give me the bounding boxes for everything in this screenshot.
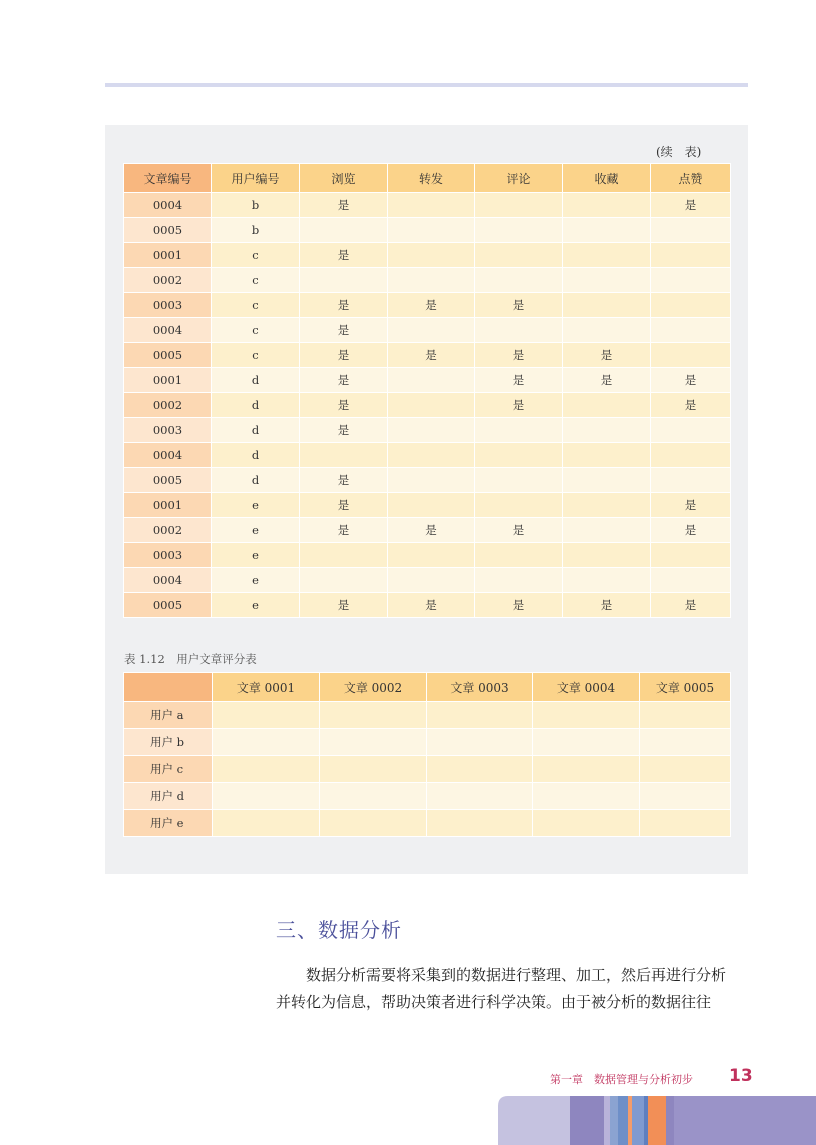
table-cell: 0002: [124, 518, 212, 543]
table-cell: 是: [651, 518, 731, 543]
table-cell: 是: [475, 343, 563, 368]
table-cell: [651, 568, 731, 593]
table-row: [124, 418, 731, 443]
table-cell: [475, 418, 563, 443]
column-header: 收藏: [563, 164, 651, 193]
table-cell: 是: [563, 368, 651, 393]
table-cell: 0002: [124, 393, 212, 418]
table-cell: 是: [563, 343, 651, 368]
table-cell: 0005: [124, 468, 212, 493]
table-cell: [563, 443, 651, 468]
table-cell: [388, 568, 475, 593]
table-row: [124, 810, 731, 837]
table-cell: 0004: [124, 443, 212, 468]
table-cell: 0004: [124, 193, 212, 218]
table-row: [124, 518, 731, 543]
table-cell: [475, 568, 563, 593]
table-cell: [563, 218, 651, 243]
table-cell: [475, 443, 563, 468]
table-cell: [651, 318, 731, 343]
table-cell: [388, 443, 475, 468]
chapter-title: 第一章 数据管理与分析初步: [550, 1073, 693, 1086]
table-row: [124, 729, 731, 756]
table-cell: [320, 702, 427, 729]
table-cell: [640, 702, 731, 729]
table-cell: [651, 293, 731, 318]
column-header: 评论: [475, 164, 563, 193]
table-cell: [388, 418, 475, 443]
table-cell: 是: [300, 318, 388, 343]
table-cell: 0001: [124, 243, 212, 268]
table-cell: [300, 218, 388, 243]
table-cell: c: [212, 293, 300, 318]
column-header: 转发: [388, 164, 475, 193]
table-cell: [320, 783, 427, 810]
table-cell: [651, 343, 731, 368]
table-cell: 是: [300, 468, 388, 493]
table-cell: 0005: [124, 593, 212, 618]
table-cell: [563, 568, 651, 593]
table-cell: [563, 493, 651, 518]
table-cell: [563, 193, 651, 218]
page-number: 13: [729, 1066, 753, 1086]
footer-decoration: [498, 1096, 816, 1145]
table-row: [124, 368, 731, 393]
section-heading: 三、数据分析: [276, 918, 402, 942]
table-cell: [563, 268, 651, 293]
table-cell: [533, 756, 640, 783]
column-header: 用户编号: [212, 164, 300, 193]
table-cell: [213, 810, 320, 837]
table-cell: 是: [300, 493, 388, 518]
table-cell: d: [212, 418, 300, 443]
column-header: 点赞: [651, 164, 731, 193]
table-cell: [300, 443, 388, 468]
table-cell: 0003: [124, 543, 212, 568]
table-cell: [651, 218, 731, 243]
table-cell: 是: [651, 368, 731, 393]
table-cell: [475, 318, 563, 343]
table-cell: 用户 d: [124, 783, 213, 810]
table-header-row: [124, 673, 731, 702]
table-cell: [388, 218, 475, 243]
table-cell: d: [212, 368, 300, 393]
table-cell: 是: [300, 193, 388, 218]
table-header-row: [124, 164, 731, 193]
table-cell: [475, 543, 563, 568]
table-cell: d: [212, 468, 300, 493]
table-cell: 是: [651, 393, 731, 418]
table-cell: 是: [651, 493, 731, 518]
table-caption: 表 1.12 用户文章评分表: [124, 652, 257, 666]
table-cell: e: [212, 593, 300, 618]
continued-label: (续 表): [656, 145, 702, 159]
table-cell: 是: [300, 293, 388, 318]
table-cell: 0005: [124, 343, 212, 368]
table-cell: 0005: [124, 218, 212, 243]
table-row: [124, 268, 731, 293]
table-cell: [427, 729, 533, 756]
column-header: 文章编号: [124, 164, 212, 193]
table-row: [124, 702, 731, 729]
table-cell: [213, 783, 320, 810]
paragraph-line: 数据分析需要将采集到的数据进行整理、加工，然后再进行分析: [276, 966, 727, 984]
table-cell: 0004: [124, 318, 212, 343]
table-cell: [640, 783, 731, 810]
column-header: 文章 0001: [213, 673, 320, 702]
table-cell: c: [212, 268, 300, 293]
table-cell: 0003: [124, 293, 212, 318]
column-header: [124, 673, 213, 702]
table-row: [124, 593, 731, 618]
table-cell: [300, 268, 388, 293]
table-cell: [427, 810, 533, 837]
table-row: [124, 568, 731, 593]
table-cell: 用户 c: [124, 756, 213, 783]
table-row: [124, 343, 731, 368]
header-rule: [105, 83, 748, 87]
table-cell: [640, 810, 731, 837]
body-paragraph: [276, 962, 750, 1016]
table-cell: [300, 568, 388, 593]
table-cell: b: [212, 218, 300, 243]
table-cell: [475, 493, 563, 518]
table-cell: 是: [300, 593, 388, 618]
table-cell: [563, 318, 651, 343]
table-row: [124, 218, 731, 243]
table-cell: 0003: [124, 418, 212, 443]
table-cell: 用户 e: [124, 810, 213, 837]
table-cell: 0001: [124, 493, 212, 518]
table-cell: [651, 543, 731, 568]
table-cell: [388, 468, 475, 493]
table-cell: 是: [388, 293, 475, 318]
table-cell: [320, 810, 427, 837]
paragraph-line: 并转化为信息，帮助决策者进行科学决策。由于被分析的数据往往: [276, 993, 712, 1011]
user-behavior-table: [123, 163, 731, 618]
table-cell: 是: [475, 593, 563, 618]
column-header: 文章 0005: [640, 673, 731, 702]
table-cell: [651, 268, 731, 293]
table-cell: [388, 318, 475, 343]
table-cell: [563, 518, 651, 543]
table-cell: 0001: [124, 368, 212, 393]
table-cell: 用户 a: [124, 702, 213, 729]
table-cell: e: [212, 493, 300, 518]
table-row: [124, 393, 731, 418]
table-cell: 用户 b: [124, 729, 213, 756]
table-cell: [475, 268, 563, 293]
table-cell: c: [212, 343, 300, 368]
table-cell: 是: [651, 593, 731, 618]
table-cell: [475, 193, 563, 218]
table-row: [124, 318, 731, 343]
table-row: [124, 493, 731, 518]
table-cell: 是: [300, 393, 388, 418]
table-cell: [533, 783, 640, 810]
table-cell: 是: [475, 393, 563, 418]
table-cell: 是: [475, 293, 563, 318]
table-row: [124, 543, 731, 568]
table-cell: [475, 218, 563, 243]
table-row: [124, 783, 731, 810]
table-cell: [640, 729, 731, 756]
table-cell: [388, 268, 475, 293]
table-cell: [651, 468, 731, 493]
table-cell: [563, 243, 651, 268]
table-cell: 是: [563, 593, 651, 618]
user-article-rating-table: [123, 672, 731, 837]
table-cell: 是: [651, 193, 731, 218]
table-cell: [388, 243, 475, 268]
column-header: 文章 0003: [427, 673, 533, 702]
table-cell: [563, 293, 651, 318]
table-cell: 是: [475, 368, 563, 393]
table-cell: [320, 756, 427, 783]
table-row: [124, 193, 731, 218]
table-cell: [388, 393, 475, 418]
column-header: 浏览: [300, 164, 388, 193]
table-cell: [388, 543, 475, 568]
table-cell: [388, 368, 475, 393]
table-cell: [388, 193, 475, 218]
table-cell: [563, 468, 651, 493]
table-cell: d: [212, 443, 300, 468]
table-cell: [651, 418, 731, 443]
table-cell: [533, 729, 640, 756]
table-cell: [563, 543, 651, 568]
table-cell: b: [212, 193, 300, 218]
table-cell: [427, 756, 533, 783]
table-cell: [533, 810, 640, 837]
table-cell: [213, 702, 320, 729]
table-cell: e: [212, 543, 300, 568]
column-header: 文章 0002: [320, 673, 427, 702]
table-cell: [563, 418, 651, 443]
table-cell: 0004: [124, 568, 212, 593]
table-cell: [651, 243, 731, 268]
table-cell: 是: [300, 518, 388, 543]
table-cell: [320, 729, 427, 756]
table-cell: [475, 468, 563, 493]
table-cell: 是: [300, 418, 388, 443]
table-cell: d: [212, 393, 300, 418]
table-cell: 是: [388, 518, 475, 543]
table-cell: 是: [300, 243, 388, 268]
table-row: [124, 443, 731, 468]
table-cell: e: [212, 568, 300, 593]
column-header: 文章 0004: [533, 673, 640, 702]
table-cell: 是: [300, 368, 388, 393]
table-cell: [475, 243, 563, 268]
table-cell: e: [212, 518, 300, 543]
table-cell: 是: [475, 518, 563, 543]
table-cell: 是: [300, 343, 388, 368]
table-cell: [213, 729, 320, 756]
table-row: [124, 468, 731, 493]
table-cell: [388, 493, 475, 518]
table-row: [124, 756, 731, 783]
table-cell: [300, 543, 388, 568]
table-cell: [213, 756, 320, 783]
table-cell: [427, 783, 533, 810]
table-cell: c: [212, 318, 300, 343]
table-cell: 0002: [124, 268, 212, 293]
table-cell: [533, 702, 640, 729]
table-cell: 是: [388, 593, 475, 618]
table-cell: c: [212, 243, 300, 268]
table-cell: 是: [388, 343, 475, 368]
table-row: [124, 293, 731, 318]
table-cell: [563, 393, 651, 418]
table-row: [124, 243, 731, 268]
table-cell: [427, 702, 533, 729]
table-cell: [640, 756, 731, 783]
table-cell: [651, 443, 731, 468]
